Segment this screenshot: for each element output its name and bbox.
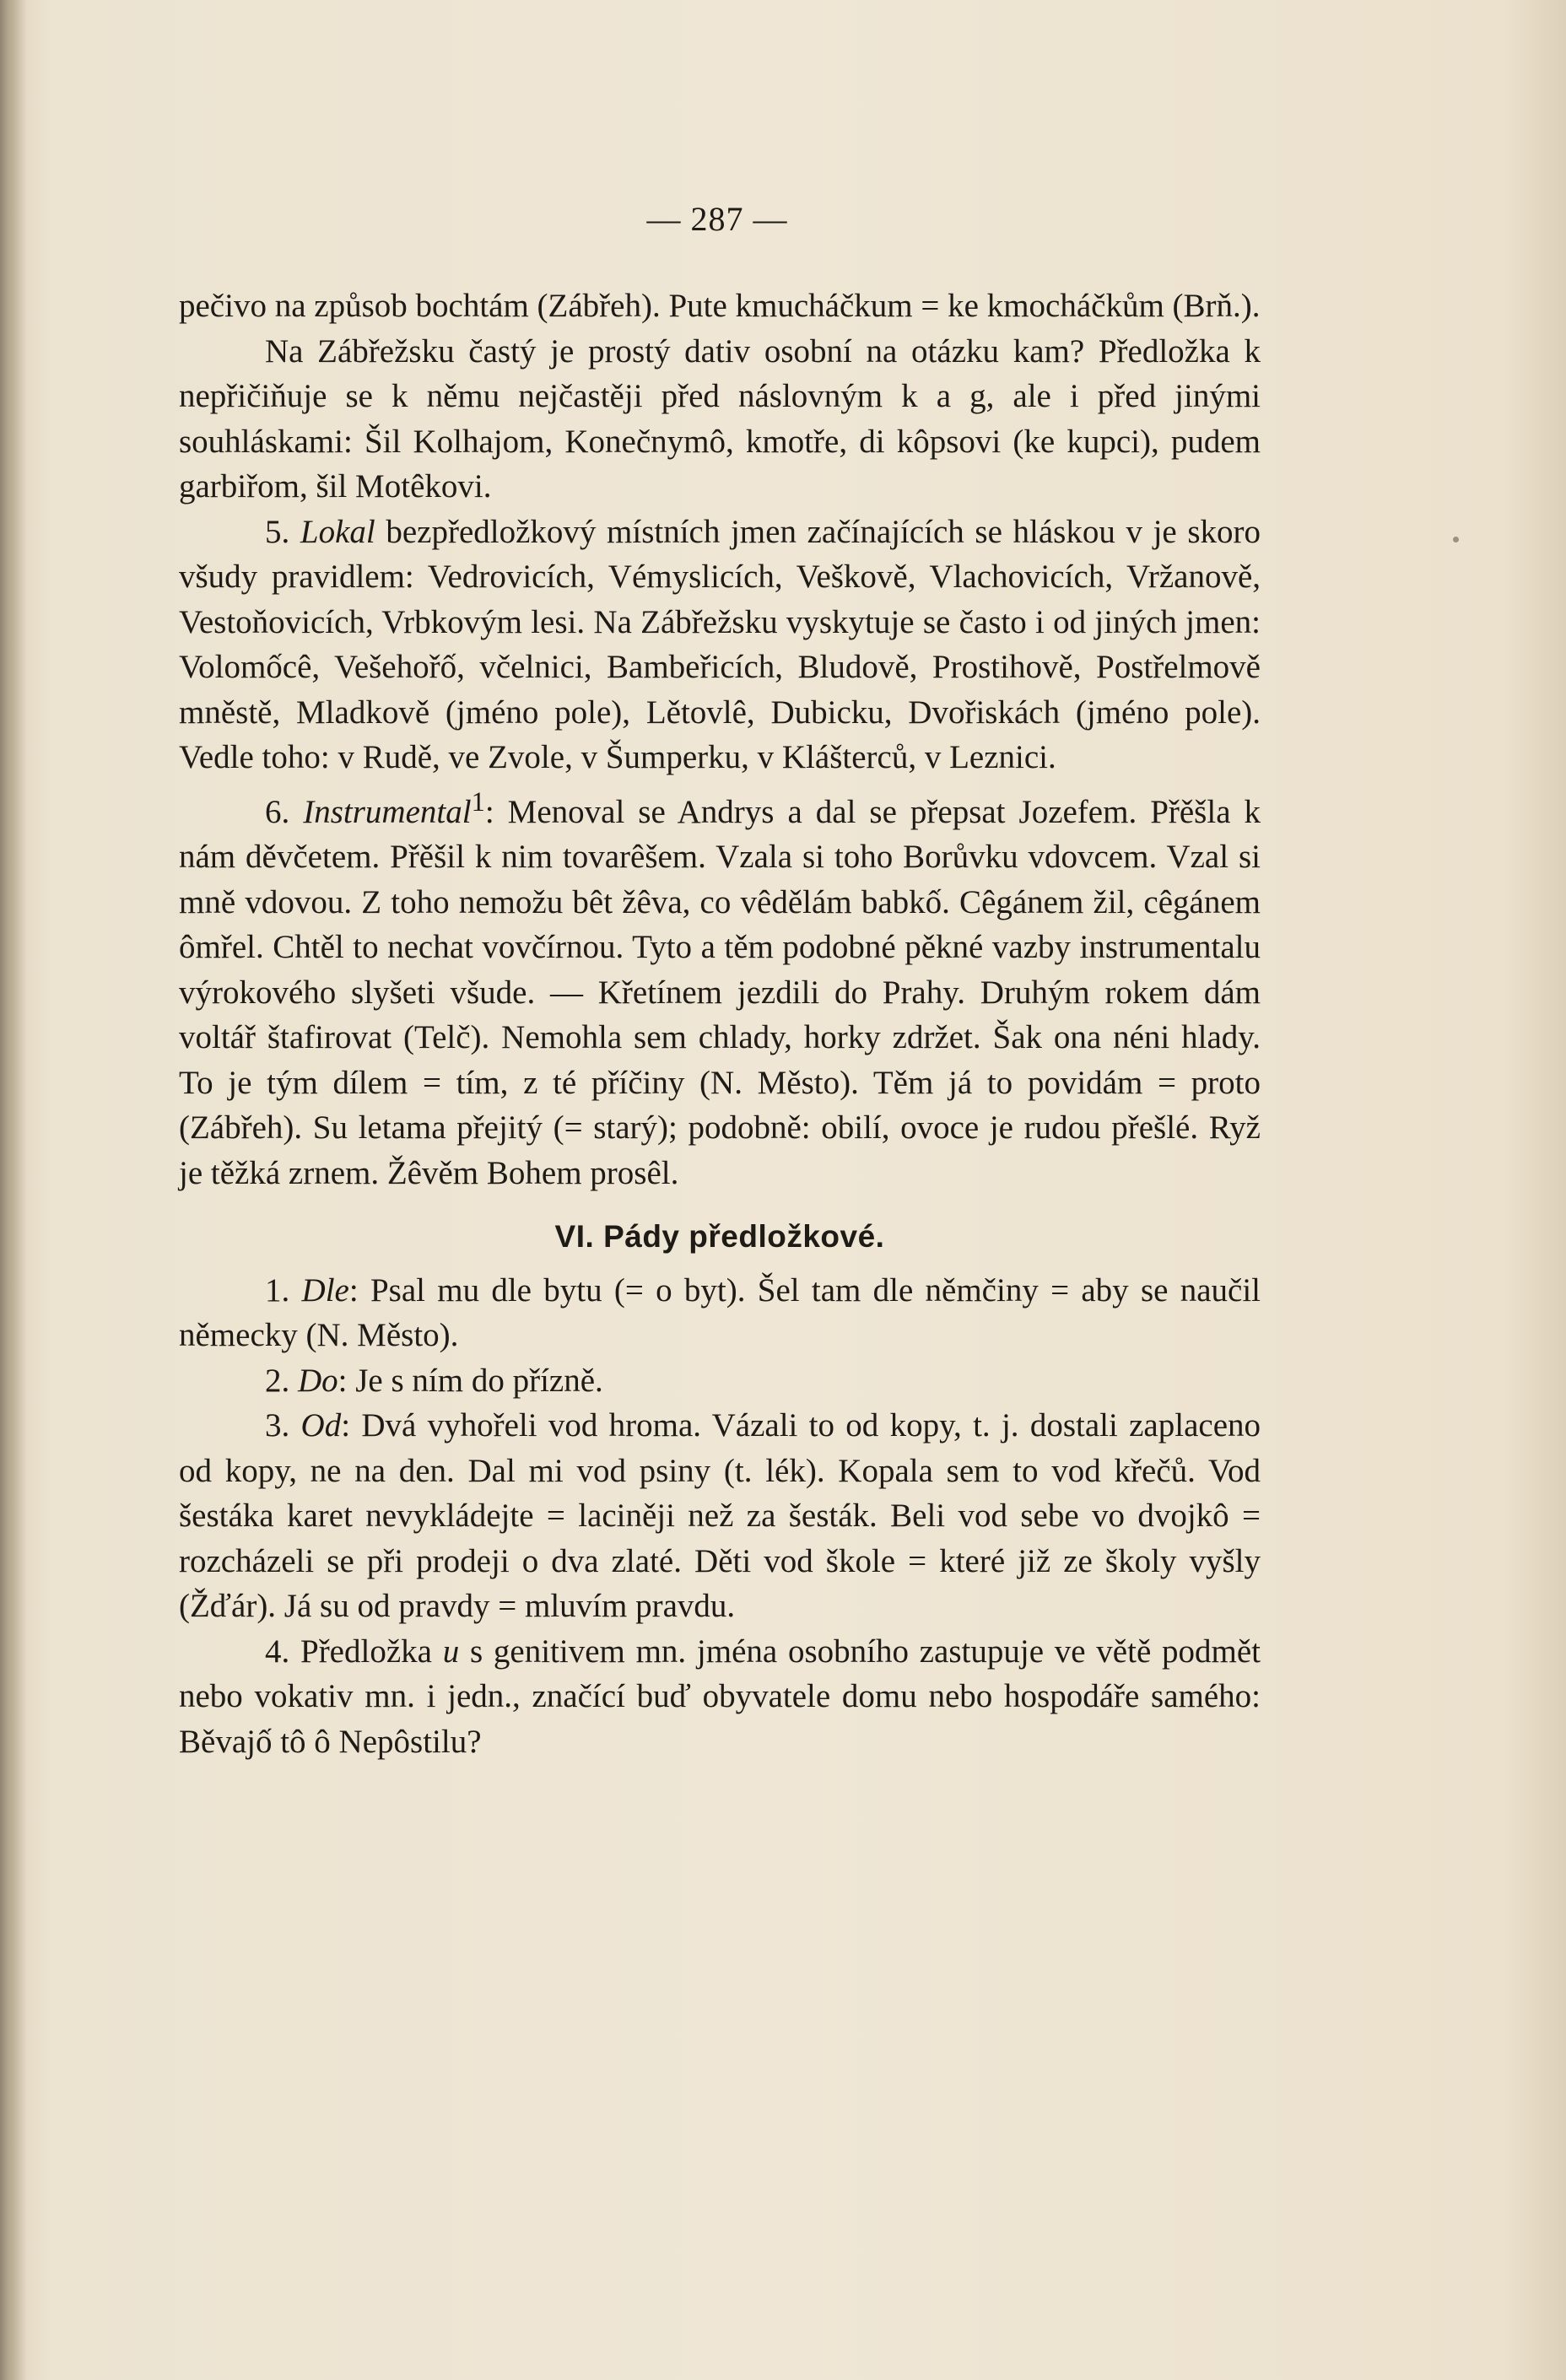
- item-4-pre: Předložka: [300, 1633, 432, 1670]
- footnote-marker: 1: [471, 786, 485, 818]
- section-5-locative: [179, 510, 1261, 780]
- item-4-text: s genitivem mn. jména osobního zastupuje ve větě podmět nebo vokativ mn. i jedn., značící buď obyvatele domu nebo hospodáře samého: Běvajố tô ô Nepôstilu?: [179, 1633, 1261, 1760]
- section-5-text: bezpředložkový místních jmen začínajících se hláskou v je skoro všudy pravidlem: Vedrovicích, Vémyslicích, Veškově, Vlachovicích, Vržanově, Vestoňovicích, Vrbkovým lesi. Na Zábřežsku vyskytuje se často i od jiných jmen: Volomốcê, Vešehořố, včelnici, Bambeřicích, Bludově, Prostihově, Postřelmově mněstě, Mladkově (jméno pole), Lětovlê, Dubicku, Dvořiskách (jméno pole). Vedle toho: v Rudě, ve Zvole, v Šumperku, v Klášterců, v Leznici.: [179, 513, 1261, 775]
- section-6-number: 6.: [265, 793, 290, 830]
- section-5-number: 5.: [265, 513, 290, 550]
- section-6-term: Instrumental: [303, 793, 472, 830]
- item-4-number: 4.: [265, 1633, 290, 1670]
- body-text: [179, 283, 1261, 1764]
- item-1-number: 1.: [265, 1271, 290, 1309]
- section-6-text: Menoval se Andrys a dal se přepsat Jozefem. Přěšla k nám děvčetem. Přěšil k nim tovarêšem. Vzala si toho Borůvku vdovcem. Vzal si mně vdovou. Z toho nemožu bêt žêva, co vêdělám babkố. Cêgánem žil, cêgánem ômřel. Chtěl to nechat vovčírnou. Tyto a těm podobné pěkné vazby instrumentalu výrokového slyšeti všude. — Křetínem jezdili do Prahy. Druhým rokem dám voltář štafirovat (Telč). Nemohla sem chlady, horky zdržet. Šak ona néni hlady. To je tým dílem = tím, z té příčiny (N. Město). Těm já to povidám = proto (Zábřeh). Su letama přejitý (= starý); podobně: obilí, ovoce je rudou přešlé. Ryž je těžká zrnem. Žêvěm Bohem prosêl.: [179, 793, 1261, 1191]
- section-5-term: Lokal: [300, 513, 375, 550]
- item-3-text: : Dvá vyhořeli vod hroma. Vázali to od kopy, t. j. dostali zaplaceno od kopy, ne na den. Dal mi vod psiny (t. lék). Kopala sem to vod křečů. Vod šestáka karet nevykládejte = laciněji než za šesták. Beli vod sebe vo dvojkô = rozcházeli se při prodeji o dva zlaté. Děti vod škole = které již ze školy vyšly (Žďár). Já su od pravdy = mluvím pravdu.: [179, 1407, 1261, 1624]
- item-1-text: : Psal mu dle bytu (= o byt). Šel tam dle němčiny = aby se naučil německy (N. Město).: [179, 1271, 1261, 1353]
- item-3-number: 3.: [265, 1407, 290, 1444]
- item-3-od: [179, 1403, 1261, 1629]
- item-4-term: u: [442, 1633, 460, 1670]
- item-1-dle: [179, 1268, 1261, 1358]
- paragraph-dative: Na Zábřežsku častý je prostý dativ osobní na otázku kam? Předložka k nepřičiňuje se k němu nejčastěji před náslovným k a g, ale i před jinými souhláskami: Šil Kolhajom, Konečnymô, kmotře, di kôpsovi (ke kupci), pudem garbiřom, šil Motêkovi.: [179, 332, 1261, 505]
- page-number: — 287 —: [646, 200, 788, 238]
- item-3-term: Od: [300, 1407, 342, 1444]
- item-4-u: [179, 1629, 1261, 1765]
- paper-speck: [1453, 537, 1459, 542]
- section-heading: VI. Pády předložkové.: [554, 1219, 885, 1254]
- item-2-do: [179, 1358, 1261, 1404]
- paragraph-continuation: pečivo na způsob bochtám (Zábřeh). Pute kmucháčkum = ke kmocháčkům (Brň.).: [179, 288, 1261, 324]
- item-2-number: 2.: [265, 1362, 290, 1399]
- item-1-term: Dle: [301, 1271, 349, 1309]
- item-2-term: Do: [298, 1362, 338, 1399]
- section-6-instrumental: [179, 780, 1261, 1196]
- section-6-colon: :: [484, 793, 494, 830]
- binding-shadow: [0, 0, 27, 2380]
- item-2-text: : Je s ním do přízně.: [338, 1362, 603, 1399]
